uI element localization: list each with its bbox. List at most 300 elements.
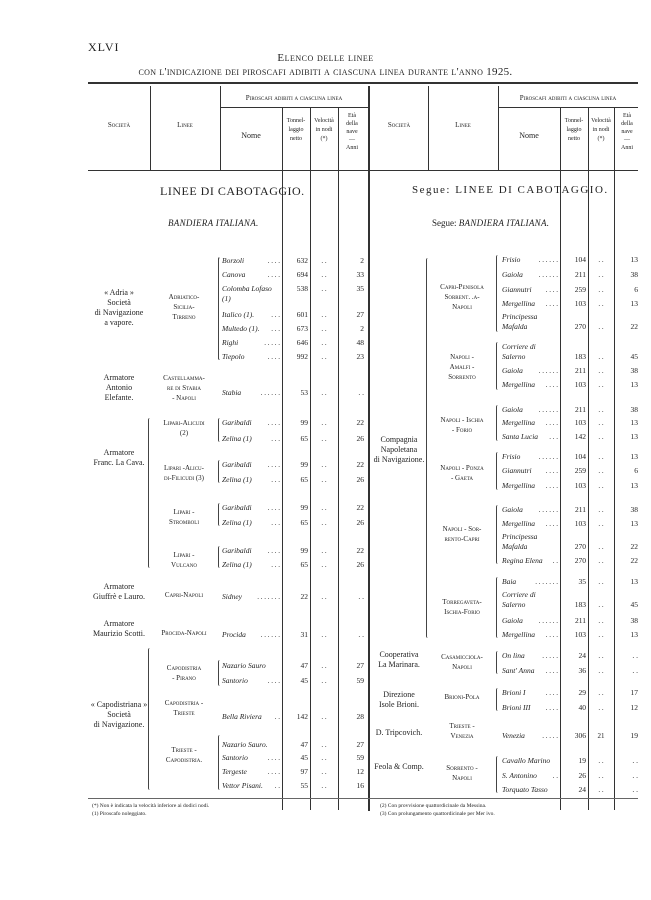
ship-age: . . (632, 651, 638, 660)
ship-age: 22 (630, 322, 638, 331)
ship-speed: . . (598, 704, 604, 712)
route (428, 652, 496, 672)
ship-age: 13 (630, 630, 638, 639)
ship-age: 13 (630, 519, 638, 528)
ship-age: 12 (630, 703, 638, 712)
ship-tonnage: 601 (296, 310, 308, 319)
column-rule (338, 170, 339, 810)
ship-dots: . . . . . . (260, 389, 280, 397)
brace (218, 546, 222, 568)
ship-tonnage: 31 (300, 630, 308, 639)
header-velocita-right: Velocità in nodi (*) (591, 118, 611, 142)
ship-tonnage: 103 (574, 418, 586, 427)
ship-tonnage: 104 (574, 255, 586, 264)
column-rule (560, 170, 561, 810)
ship-dots: . . . . (267, 547, 280, 555)
brace (148, 418, 152, 568)
ship-speed: . . (321, 325, 327, 333)
ship-tonnage: 65 (300, 434, 308, 443)
ship-age: 13 (630, 481, 638, 490)
company-line: Feola & Comp. (374, 762, 424, 771)
ship-speed: . . (321, 271, 327, 279)
ship-dots: . . . . . (264, 339, 280, 347)
route-line: - Forio (451, 426, 473, 434)
ship-age: 48 (356, 338, 364, 347)
ship-speed: . . (598, 601, 604, 609)
ship-dots: . . (274, 713, 280, 721)
footnote-left-1: (*) Non è indicata la velocità inferiore ai dodici nodi. (92, 803, 210, 809)
ship-name: Italico (1). (222, 310, 255, 319)
ship-tonnage: 211 (575, 405, 586, 414)
route-line: Torregaveta- (442, 598, 482, 606)
route-line: Ischia-Forio (444, 608, 480, 616)
route (428, 597, 496, 617)
ship-speed: . . (321, 741, 327, 749)
route-line: Castellamma- (163, 374, 205, 382)
ship-tonnage: 35 (578, 577, 586, 586)
ship-tonnage: 47 (300, 661, 308, 670)
route-line: rento-Capri (444, 535, 480, 543)
ship-tonnage: 53 (300, 388, 308, 397)
header-bottom-rule (88, 170, 638, 171)
route-line: Procida-Napoli (161, 629, 207, 637)
ship-age: 22 (356, 546, 364, 555)
company-line: Compagnia (380, 435, 418, 444)
ship-tonnage: 40 (578, 703, 586, 712)
ship-tonnage: 211 (575, 270, 586, 279)
company-line: D. Tripcovich. (375, 728, 423, 737)
ship-tonnage: 259 (574, 285, 586, 294)
ship-age: 27 (356, 661, 364, 670)
ship-name: Garibaldi (222, 503, 252, 512)
ship-speed: . . (598, 652, 604, 660)
ship-name: Garibaldi (222, 418, 252, 427)
route-line: - Pirano (172, 674, 196, 682)
company (88, 448, 150, 468)
route-line: Casamicciola- (441, 653, 483, 661)
ship-dots: . . (274, 782, 280, 790)
flag-title-left: BANDIERA ITALIANA. (168, 218, 259, 228)
route-line: Stromboli (168, 518, 199, 526)
ship-name: Mergellina (502, 299, 536, 308)
ship-speed: . . (598, 271, 604, 279)
ship-name: Mergellina (502, 380, 536, 389)
ship-dots: . . . (271, 311, 280, 319)
ship-dots: . . (552, 557, 558, 565)
ship-dots: . . . (271, 325, 280, 333)
company-line: Armatore (103, 619, 135, 628)
company (370, 728, 428, 738)
ship-dots: . . . . (267, 353, 280, 361)
route-line: - Napoli (172, 394, 196, 402)
route-line: Trieste - (449, 722, 475, 730)
ship-tonnage: 538 (296, 284, 308, 293)
ship-tonnage: 65 (300, 518, 308, 527)
ship-speed: . . (598, 323, 604, 331)
ship-dots: . . . . (545, 520, 558, 528)
company-line: Armatore (103, 448, 135, 457)
route (428, 415, 496, 435)
ship-name: Multedo (1). (222, 324, 260, 333)
ship-speed: . . (598, 667, 604, 675)
ship-speed: . . (321, 754, 327, 762)
ship-tonnage: 673 (296, 324, 308, 333)
ship-age: 13 (630, 299, 638, 308)
ship-name: Principessa (502, 532, 538, 541)
brace (496, 405, 500, 441)
ship-speed: . . (598, 286, 604, 294)
route (150, 745, 218, 765)
ship-name: Santa Lucia (502, 432, 539, 441)
ship-dots: . . . . (267, 754, 280, 762)
header-piroscafi: Piroscafi adibiti a ciascuna linea (245, 94, 343, 102)
company (88, 700, 150, 730)
ship-speed: . . (598, 520, 604, 528)
ship-age: 13 (630, 577, 638, 586)
ship-name: Garibaldi (222, 546, 252, 555)
route-line: Lipari - (173, 551, 195, 559)
ship-age: 33 (356, 270, 364, 279)
page-subtitle: con l'indicazione dei piroscafi adibiti a ciascuna linea durante l'anno 1925. (138, 66, 513, 78)
company-line: « Adria » (104, 288, 134, 297)
ship-tonnage: 211 (575, 366, 586, 375)
ship-tonnage: 270 (574, 322, 586, 331)
route (150, 550, 218, 570)
ship-dots: . . . . . (542, 652, 558, 660)
ship-tonnage: 270 (574, 556, 586, 565)
brace (218, 258, 222, 360)
ship-age: 17 (630, 688, 638, 697)
ship-age: . . (632, 771, 638, 780)
ship-speed: . . (598, 757, 604, 765)
ship-age: 35 (356, 284, 364, 293)
ship-speed: . . (598, 256, 604, 264)
ship-dots: . . . . (545, 689, 558, 697)
ship-tonnage: 306 (574, 731, 586, 740)
brace (426, 258, 430, 638)
company-line: a vapore. (104, 318, 134, 327)
ship-dots: . . . . . . (538, 617, 558, 625)
ship-speed: . . (598, 689, 604, 697)
ship-name: Santorio (222, 676, 248, 685)
ship-name: Gaiola (502, 505, 523, 514)
ship-age: 12 (356, 767, 364, 776)
company (370, 762, 428, 772)
ship-name: Gaiola (502, 366, 523, 375)
route-line: Sorrento (448, 373, 476, 381)
ship-dots: . . . . (267, 677, 280, 685)
route (150, 292, 218, 322)
brace (148, 648, 152, 790)
ship-dots: . . . . (545, 419, 558, 427)
route-line: Napoli (452, 663, 472, 671)
ship-dots: . . . . (545, 381, 558, 389)
brace (496, 342, 500, 390)
ship-speed: . . (598, 578, 604, 586)
ship-age: 28 (356, 712, 364, 721)
brace (218, 418, 222, 442)
route (428, 692, 496, 702)
ship-name: Tergeste (222, 767, 247, 776)
ship-age: 59 (356, 676, 364, 685)
route (428, 463, 496, 483)
ship-dots: . . . . (267, 419, 280, 427)
ship-speed: . . (321, 593, 327, 601)
ship-dots: . . . . (267, 461, 280, 469)
company-line: Armatore (103, 373, 135, 382)
route-line: Lipari - (173, 508, 195, 516)
ship-age: 38 (630, 366, 638, 375)
flag-label: BANDIERA ITALIANA. (458, 218, 550, 228)
ship-speed: . . (598, 467, 604, 475)
ship-speed: . . (598, 381, 604, 389)
route-line: Napoli - Ischia (440, 416, 484, 424)
ship-dots: . . . . . . (538, 256, 558, 264)
company-line: Franc. La Cava. (93, 458, 145, 467)
brace (496, 255, 500, 332)
ship-age: . . (632, 756, 638, 765)
ship-dots: . . . . (545, 667, 558, 675)
ship-tonnage: 103 (574, 380, 586, 389)
ship-age: 26 (356, 475, 364, 484)
ship-speed: . . (321, 339, 327, 347)
ship-name: Gaiola (502, 405, 523, 414)
ship-name: Giannutri (502, 466, 532, 475)
route-line: Vulcano (171, 561, 197, 569)
route-line: Sicilia- (173, 303, 195, 311)
ship-age: . . (632, 666, 638, 675)
ship-name: Principessa (502, 312, 538, 321)
ship-age: . . (358, 388, 364, 397)
company-line: Società (107, 298, 131, 307)
ship-name: Vettor Pisani. (222, 781, 263, 790)
header-societa-right: Società (387, 121, 411, 129)
ship-speed: . . (598, 543, 604, 551)
ship-tonnage: 103 (574, 299, 586, 308)
ship-name: Cavallo Marino (502, 756, 551, 765)
ship-name: Baia (502, 577, 517, 586)
ship-tonnage: 99 (300, 460, 308, 469)
ship-tonnage: 65 (300, 475, 308, 484)
ship-tonnage: 47 (300, 740, 308, 749)
ship-speed: . . (598, 617, 604, 625)
ship-age: . . (632, 785, 638, 794)
route-line: Tirreno (172, 313, 196, 321)
ship-name: (1) (222, 294, 231, 303)
route (150, 698, 218, 718)
ship-tonnage: 992 (296, 352, 308, 361)
route-line: Trieste (173, 709, 195, 717)
ship-age: 16 (356, 781, 364, 790)
ship-tonnage: 103 (574, 481, 586, 490)
ship-name: Corriere di (502, 342, 536, 351)
ship-name: Zelina (1) (222, 560, 252, 569)
ship-speed: . . (598, 453, 604, 461)
ship-name: Mergellina (502, 481, 536, 490)
ship-dots: . . . . (545, 300, 558, 308)
route-line: Napoli - Ponza (440, 464, 484, 472)
brace (496, 577, 500, 638)
ship-dots: . . . . (267, 504, 280, 512)
ship-name: Gaiola (502, 270, 523, 279)
ship-name: Regina Elena (502, 556, 543, 565)
ship-tonnage: 103 (574, 519, 586, 528)
ship-dots: . . . . (267, 257, 280, 265)
flag-title-right (432, 218, 549, 228)
company (370, 690, 428, 710)
ship-age: . . (358, 630, 364, 639)
route-line: Trieste - (171, 746, 197, 754)
company-line: Isole Brioni. (379, 700, 419, 709)
header-eta-right: Età della nave — Anni (621, 113, 633, 151)
ship-age: 38 (630, 270, 638, 279)
company-line: Direzione (383, 690, 415, 699)
route-line: Sorrent. .a- (444, 293, 480, 301)
ship-age: 13 (630, 432, 638, 441)
ship-speed: . . (598, 353, 604, 361)
ship-age: 6 (634, 285, 638, 294)
ship-age: 13 (630, 452, 638, 461)
ship-dots: . . . . (545, 631, 558, 639)
route (150, 663, 218, 683)
ship-dots: . . . . (545, 482, 558, 490)
ship-dots: . . . (271, 519, 280, 527)
left-subheader-rule (220, 107, 368, 108)
ship-age: 22 (356, 503, 364, 512)
ship-dots: . . . . . . (538, 506, 558, 514)
ship-speed: . . (598, 406, 604, 414)
route-line: Brioni-Pola (444, 693, 480, 701)
ship-age: 45 (630, 600, 638, 609)
ship-speed: . . (321, 504, 327, 512)
ship-tonnage: 694 (296, 270, 308, 279)
header-top-rule (88, 82, 638, 86)
footnote-right-2: (3) Con prolungamento quattordicinale per Mer ivo. (380, 811, 495, 817)
brace (496, 756, 500, 793)
ship-name: Brioni III (502, 703, 531, 712)
route (150, 507, 218, 527)
company-line: Cooperativa (379, 650, 419, 659)
ship-tonnage: 19 (578, 756, 586, 765)
ship-speed: . . (598, 367, 604, 375)
ship-age: 27 (356, 740, 364, 749)
ship-name: Corriere di (502, 590, 536, 599)
brace (496, 452, 500, 490)
ship-tonnage: 65 (300, 560, 308, 569)
ship-speed: . . (321, 561, 327, 569)
company-line: Elefante. (104, 393, 134, 402)
ship-speed: . . (598, 300, 604, 308)
company (370, 435, 428, 465)
company-line: Napoletana (380, 445, 418, 454)
route (150, 463, 218, 483)
route (428, 721, 496, 741)
ship-age: 2 (360, 324, 364, 333)
ship-age: 38 (630, 505, 638, 514)
company (88, 619, 150, 639)
ship-dots: . . (552, 772, 558, 780)
ship-speed: . . (321, 519, 327, 527)
ship-dots: . . . . . (542, 732, 558, 740)
route-line: Capodistria. (165, 756, 203, 764)
ship-age: . . (358, 592, 364, 601)
ship-age: 22 (356, 460, 364, 469)
ship-age: 38 (630, 616, 638, 625)
header-eta: Età della nave — Anni (346, 113, 358, 151)
ship-name: S. Antonino (502, 771, 537, 780)
ship-speed: . . (321, 662, 327, 670)
ship-speed: . . (321, 713, 327, 721)
ship-speed: . . (598, 631, 604, 639)
route-line: Adriatico- (168, 293, 200, 301)
brace (218, 503, 222, 526)
ship-tonnage: 142 (296, 712, 308, 721)
route-line: Napoli - (450, 353, 474, 361)
flag-prefix: Segue: (432, 218, 457, 228)
ship-tonnage: 211 (575, 616, 586, 625)
header-societa: Società (107, 121, 131, 129)
route (150, 418, 218, 438)
ship-age: 22 (630, 542, 638, 551)
header-nome-right: Nome (519, 131, 539, 140)
route-line: Capri-Penisola (440, 283, 484, 291)
route-line: di-Filicudi (3) (163, 474, 205, 482)
ship-age: 45 (630, 352, 638, 361)
ship-name: Righi (222, 338, 239, 347)
ship-age: 6 (634, 466, 638, 475)
ship-speed: . . (598, 506, 604, 514)
ship-speed: . . (321, 476, 327, 484)
route (428, 282, 496, 312)
route-line: Venezia (450, 732, 474, 740)
page-title: Elenco delle linee (277, 52, 374, 64)
ship-age: 26 (356, 560, 364, 569)
company-line: Armatore (103, 582, 135, 591)
ship-dots: . . . . (545, 286, 558, 294)
ship-dots: . . . (271, 435, 280, 443)
ship-tonnage: 45 (300, 676, 308, 685)
ship-name: On lina (502, 651, 525, 660)
ship-age: 23 (356, 352, 364, 361)
route (150, 628, 218, 638)
ship-speed: . . (321, 311, 327, 319)
ship-name: Giannutri (502, 285, 532, 294)
route-line: Lipari-Alicudi (163, 419, 205, 427)
ship-name: Frisio (502, 255, 521, 264)
ship-speed: . . (598, 433, 604, 441)
brace (218, 660, 222, 686)
ship-dots: . . . . . . (260, 631, 280, 639)
ship-tonnage: 142 (574, 432, 586, 441)
header-nome: Nome (241, 131, 261, 140)
route-line: Capri-Napoli (164, 591, 204, 599)
ship-age: 22 (630, 556, 638, 565)
ship-name: Colomba Lofaso (222, 284, 272, 293)
company-line: di Navigazione. (373, 455, 425, 464)
ship-speed: . . (321, 547, 327, 555)
ship-speed: . . (321, 389, 327, 397)
ship-age: 38 (630, 405, 638, 414)
column-rule (614, 170, 615, 810)
ship-name: Salerno (502, 352, 526, 361)
ship-speed: . . (321, 419, 327, 427)
ship-dots: . . . (271, 476, 280, 484)
brace (496, 651, 500, 674)
route (150, 590, 218, 600)
company-line: La Marinara. (378, 660, 420, 669)
ship-speed: . . (598, 786, 604, 794)
route-line: Napoli (452, 774, 472, 782)
